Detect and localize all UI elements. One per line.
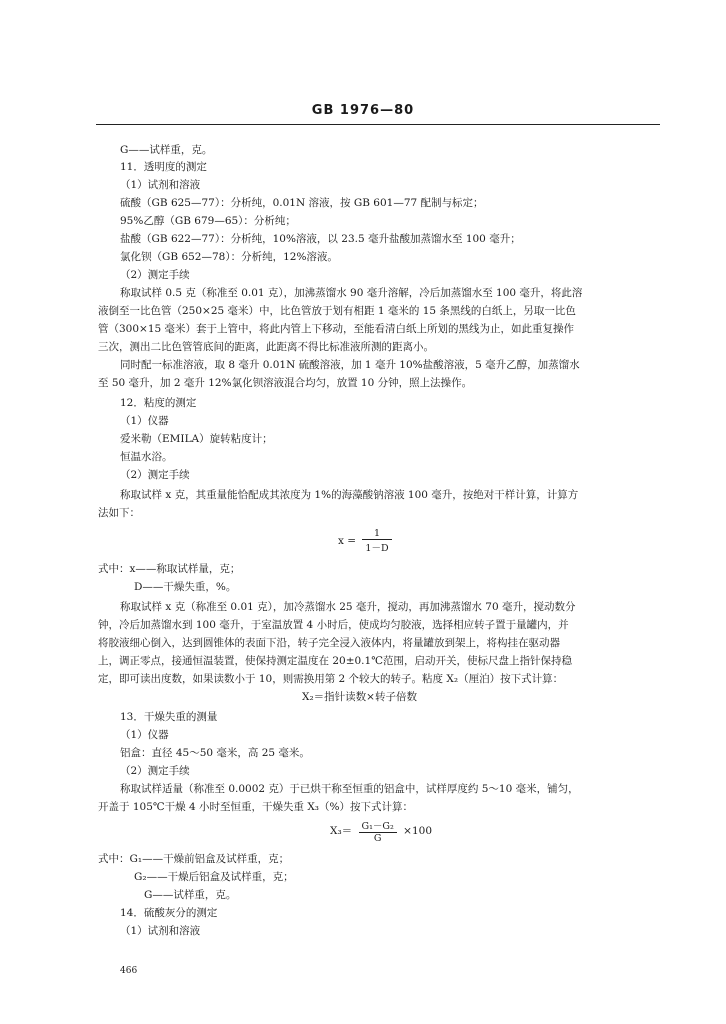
text-line: 盐酸（GB 622—77）：分析纯，10%溶液，以 23.5 毫升盐酸加蒸馏水至 100 毫升； <box>120 233 521 245</box>
text-line: 上，调正零点，接通恒温装置，使保持测定温度在 20±0.1℃范围，启动开关，使标尺盘上指针保持稳 <box>98 655 572 667</box>
subsection-heading: （1）试剂和溶液 <box>120 179 201 191</box>
formula-x <box>338 528 395 554</box>
page-header: GB 1976—80 <box>311 103 415 118</box>
text-line: 称取试样 x 克（称准至 0.01 克），加冷蒸馏水 25 毫升，搅动，再加沸蒸馏水 70 毫升，搅动数分 <box>120 601 576 613</box>
text-line: 管（300×15 毫米）套于上管中，将此内管上下移动，至能看清白纸上所划的黑线为止，如此重复操作 <box>98 323 575 335</box>
formula-lhs: X₃＝ <box>330 825 353 837</box>
subsection-heading: （2）测定手续 <box>120 765 190 777</box>
formula-denominator: G <box>373 833 382 844</box>
formula-numerator: G₁－G₂ <box>359 818 397 833</box>
text-line: G——试样重，克。 <box>120 144 213 156</box>
formula-denominator: 1－D <box>365 543 389 554</box>
text-line: G₂——干燥后铝盒及试样重，克； <box>134 871 294 883</box>
text-line: 钟，冷后加蒸馏水到 100 毫升，于室温放置 4 小时后，使成均匀胶液，选择相应转子置于量罐内，并 <box>98 619 569 631</box>
formula-rhs: ×100 <box>403 825 433 837</box>
text-line: 恒温水浴。 <box>120 451 173 463</box>
text-line: 式中：G₁——干燥前铝盒及试样重，克； <box>98 853 290 865</box>
text-line: 同时配一标准溶液，取 8 毫升 0.01N 硫酸溶液，加 1 毫升 10%盐酸溶液，5 毫升乙醇，加蒸馏水 <box>120 359 580 371</box>
text-line: 铝盒：直径 45～50 毫米，高 25 毫米。 <box>120 747 310 759</box>
subsection-heading: （1）试剂和溶液 <box>120 925 201 937</box>
text-line: 称取试样 x 克，其重量能恰配成其浓度为 1%的海藻酸钠溶液 100 毫升，按绝对干样计算，计算方 <box>120 489 579 501</box>
text-line: D——干燥失重，%。 <box>134 581 237 593</box>
formula-x3 <box>330 818 432 844</box>
section-heading: 11．透明度的测定 <box>120 161 207 173</box>
header-rule <box>96 124 660 125</box>
formula-fraction <box>359 818 397 844</box>
section-heading: 14．硫酸灰分的测定 <box>120 907 218 919</box>
text-line: 液倒至一比色管（250×25 毫米）中，比色管放于划有相距 1 毫米的 15 条黑线的白纸上，另取一比色 <box>98 305 576 317</box>
text-line: 三次，测出二比色管管底间的距离，此距离不得比标准液所测的距离小。 <box>98 341 434 353</box>
text-line: 将胶液细心倒入，达到圆锥体的表面下沿，转子完全浸入液体内，将量罐放到架上，将构挂在驱动器 <box>98 637 560 649</box>
text-line: 95%乙醇（GB 679—65）：分析纯； <box>120 215 296 227</box>
formula-viscosity: X₂＝指针读数×转子倍数 <box>302 691 417 703</box>
formula-lhs: x = <box>338 535 357 547</box>
text-line: 法如下： <box>98 507 140 519</box>
section-heading: 13．干燥失重的测量 <box>120 711 218 723</box>
text-line: 式中：x——称取试样量，克； <box>98 563 241 575</box>
text-line: 称取试样 0.5 克（称准至 0.01 克），加沸蒸馏水 90 毫升溶解，冷后加蒸馏水至 100 毫升，将此溶 <box>120 287 583 299</box>
text-line: 定，即可读出度数，如果读数小于 10，则需换用第 2 个较大的转子。粘度 X₂（厘泊）按下式计算： <box>98 673 564 685</box>
text-line: 爱米勒（EMILA）旋转粘度计； <box>120 433 273 445</box>
subsection-heading: （1）仪器 <box>120 415 169 427</box>
subsection-heading: （1）仪器 <box>120 729 169 741</box>
text-line: 氯化钡（GB 652—78）：分析纯，12%溶液。 <box>120 251 338 263</box>
formula-numerator: 1 <box>362 528 391 540</box>
subsection-heading: （2）测定手续 <box>120 469 190 481</box>
section-heading: 12．粘度的测定 <box>120 397 197 409</box>
text-line: G——试样重，克。 <box>144 889 237 901</box>
text-line: 开盖于 105℃干燥 4 小时至恒重，干燥失重 X₃（%）按下式计算： <box>98 801 413 813</box>
text-line: 硫酸（GB 625—77）：分析纯，0.01N 溶液，按 GB 601—77 配制与标定； <box>120 197 484 209</box>
text-line: 至 50 毫升，加 2 毫升 12%氯化钡溶液混合均匀，放置 10 分钟，照上法操作。 <box>98 377 473 389</box>
text-line: 称取试样适量（称准至 0.0002 克）于已烘干称至恒重的铝盒中，试样厚度约 5～10 毫米，铺匀， <box>120 783 579 795</box>
formula-fraction <box>362 528 391 554</box>
subsection-heading: （2）测定手续 <box>120 269 190 281</box>
page-number: 466 <box>120 966 138 976</box>
